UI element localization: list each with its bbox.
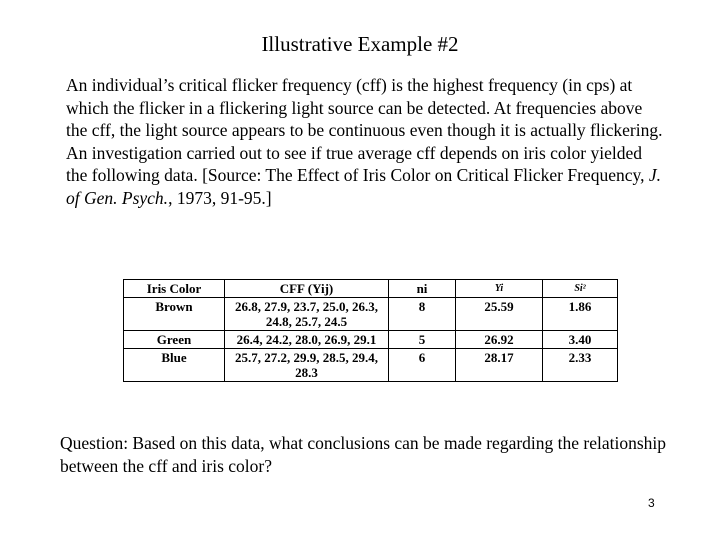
cell-n: 8 [389,298,456,331]
table-header-row [124,280,618,298]
cell-var: 3.40 [543,331,618,349]
cell-mean: 25.59 [456,298,543,331]
cell-n: 5 [389,331,456,349]
header-cff: CFF (Yij) [225,280,389,298]
header-variance: Si² [543,280,618,298]
cell-var: 1.86 [543,298,618,331]
cell-color: Brown [124,298,225,331]
cell-color: Green [124,331,225,349]
header-iris-color: Iris Color [124,280,225,298]
header-n: ni [389,280,456,298]
page-number: 3 [648,496,655,510]
cell-cff: 26.4, 24.2, 28.0, 26.9, 29.1 [225,331,389,349]
journal-name: J. of Gen. Psych. [66,165,662,208]
table-row [124,331,618,349]
cell-color: Blue [124,349,225,382]
intro-text: An individual’s critical flicker frequency (cff) is the highest frequency (in cps) at which the flicker in a flickering light source can be detected. At frequencies above the cff, the light source appears to be continuous even though it is actually flickering. An investigation carried out to see if true average cff depends on iris color yielded the following data. [Source: The Effect of Iris Color on Critical Flicker Frequency, [66,75,663,185]
cell-cff: 25.7, 27.2, 29.9, 28.5, 29.4, 28.3 [225,349,389,382]
intro-paragraph [66,74,666,209]
intro-text-end: , 1973, 91-95.] [168,187,272,208]
cell-mean: 28.17 [456,349,543,382]
question-text: Question: Based on this data, what conclusions can be made regarding the relationship between the cff and iris color? [60,433,667,476]
slide-title: Illustrative Example #2 [261,32,459,56]
cell-cff: 26.8, 27.9, 23.7, 25.0, 26.3, 24.8, 25.7, 24.5 [225,298,389,331]
cff-data-table [123,279,618,382]
cell-n: 6 [389,349,456,382]
header-mean: Yi [456,280,543,298]
cell-mean: 26.92 [456,331,543,349]
table-row [124,349,618,382]
table-row [124,298,618,331]
cell-var: 2.33 [543,349,618,382]
